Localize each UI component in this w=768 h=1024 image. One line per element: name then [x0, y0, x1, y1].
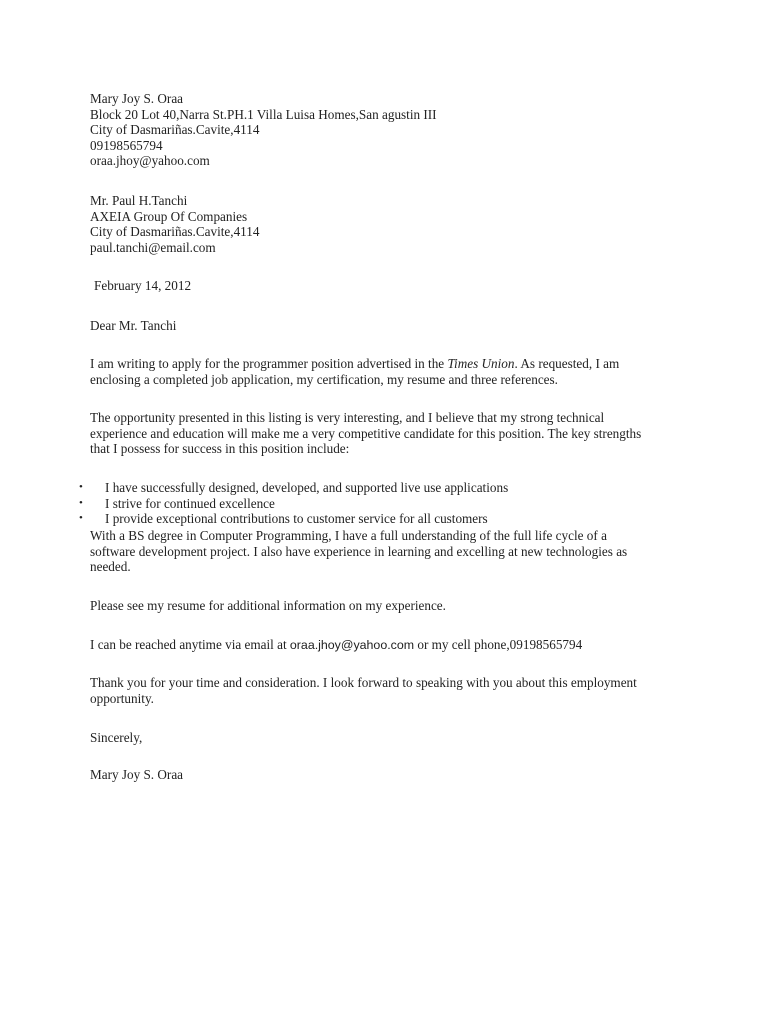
date-text: February 14, 2012: [94, 278, 192, 293]
salutation-text: Dear Mr. Tanchi: [90, 318, 177, 333]
text-span: I am writing to apply for the programmer position advertised in the: [90, 356, 448, 371]
text-span: or my cell phone,: [414, 637, 510, 652]
sender-address-line1: Block 20 Lot 40,Narra St.PH.1 Villa Luisa Homes,San agustin III: [90, 106, 437, 122]
paragraph-line: that I possess for success in this position include:: [90, 441, 350, 457]
list-item: [0, 496, 680, 512]
list-item: [0, 480, 680, 496]
list-item: [0, 511, 680, 527]
salutation: [90, 318, 680, 334]
bullet-icon: •: [79, 512, 83, 525]
paragraph-line: Please see my resume for additional information on my experience.: [90, 598, 446, 613]
letter-date: [94, 278, 684, 294]
publication-name: Times Union: [447, 356, 515, 371]
sender-name: Mary Joy S. Oraa: [90, 91, 184, 106]
paragraph-application: [90, 356, 680, 387]
paragraph-line: opportunity.: [90, 690, 154, 706]
paragraph-contact: [90, 637, 680, 654]
paragraph-line: With a BS degree in Computer Programming, I have a full understanding of the full life cycle of a: [90, 528, 607, 543]
paragraph-line: [90, 637, 680, 654]
list-item-text: I have successfully designed, developed, and supported live use applications: [105, 480, 509, 495]
list-item-text: I provide exceptional contributions to customer service for all customers: [105, 511, 488, 527]
paragraph-line: Thank you for your time and consideration. I look forward to speaking with you about this employment: [90, 675, 637, 690]
text-span: . As requested, I am: [514, 356, 620, 371]
signature-name: Mary Joy S. Oraa: [90, 767, 184, 782]
contact-phone: 09198565794: [509, 637, 583, 652]
paragraph-line: software development project. I also have experience in learning and excelling at new technologies as: [90, 543, 628, 559]
paragraph-degree: [90, 528, 680, 575]
sender-email: oraa.jhoy@yahoo.com: [90, 153, 210, 169]
recipient-address: City of Dasmariñas.Cavite,4114: [90, 224, 260, 240]
paragraph-thanks: [90, 675, 680, 706]
bullet-icon: •: [79, 496, 83, 509]
list-item-text: I strive for continued excellence: [105, 495, 275, 511]
bullet-icon: •: [79, 481, 83, 493]
closing-text: Sincerely,: [90, 730, 143, 745]
paragraph-opportunity: [90, 410, 680, 457]
sender-block: [90, 91, 680, 169]
recipient-name: Mr. Paul H.Tanchi: [90, 193, 188, 208]
strengths-list: [0, 480, 680, 527]
text-span: I can be reached anytime via email at: [90, 637, 290, 652]
paragraph-line: experience and education will make me a very competitive candidate for this position. The key strengths: [90, 425, 642, 441]
paragraph-line: [90, 356, 680, 372]
paragraph-line: enclosing a completed job application, my certification, my resume and three references.: [90, 371, 558, 387]
paragraph-resume: [90, 598, 680, 614]
recipient-email: paul.tanchi@email.com: [90, 239, 216, 255]
recipient-block: [90, 193, 680, 255]
closing: [90, 730, 680, 746]
contact-email: oraa.jhoy@yahoo.com: [289, 638, 415, 652]
signature: [90, 767, 680, 783]
paragraph-line: The opportunity presented in this listing is very interesting, and I believe that my strong technical: [90, 410, 605, 425]
sender-phone: 09198565794: [90, 137, 163, 153]
sender-address-line2: City of Dasmariñas.Cavite,4114: [90, 122, 260, 138]
paragraph-line: needed.: [90, 559, 131, 575]
recipient-company: AXEIA Group Of Companies: [90, 208, 248, 224]
